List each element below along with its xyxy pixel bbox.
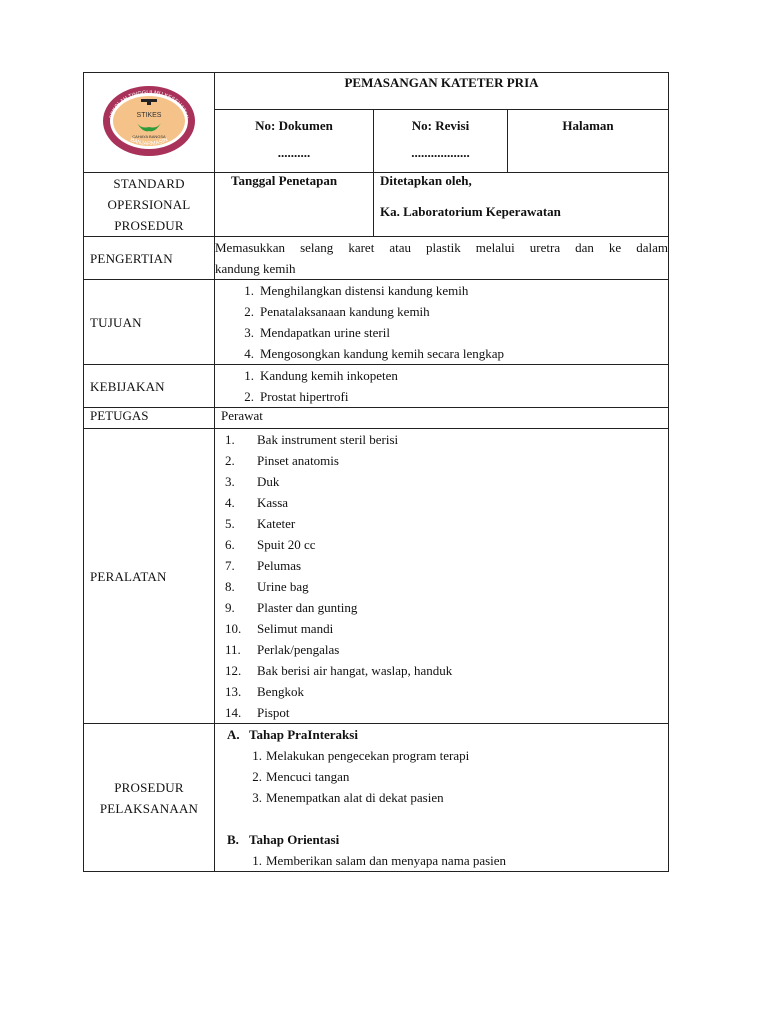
list-item: 2. Mencuci tangan [252,769,350,784]
document-title: PEMASANGAN KATETER PRIA [344,75,539,90]
prosedur-label-line1: PROSEDUR [114,779,184,795]
list-item: 4. Mengosongkan kandung kemih secara lengkap [244,346,505,361]
peralatan-list [215,429,668,723]
prosedur-label-line2: PELAKSANAAN [99,800,199,816]
list-item: 5. Kateter [225,516,296,531]
prosedur-label-cell [84,724,215,872]
doc-number-value: .......... [277,145,311,160]
petugas-label-cell [84,408,215,429]
tujuan-label: TUJUAN [90,314,142,330]
kebijakan-label: KEBIJAKAN [90,378,165,394]
page-label: Halaman [562,118,614,133]
list-item: 2. Pinset anatomis [225,453,339,468]
stage-b-heading: B. Tahap Orientasi [227,832,340,847]
revision-label: No: Revisi [411,118,470,133]
sop-table [83,72,669,872]
date-label: Tanggal Penetapan [231,173,338,188]
sop-label-line2: OPERSIONAL [107,197,191,212]
peralatan-content [215,429,669,724]
list-item: 12. Bak berisi air hangat, waslap, handuk [225,663,453,678]
sop-label-cell [84,173,215,237]
petugas-value: Perawat [215,408,669,429]
kebijakan-content [215,365,669,408]
pengertian-label-cell [84,237,215,280]
logo-city-text: BANJARMASIN [129,136,169,147]
list-item: 8. Urine bag [225,579,309,594]
set-by-label: Ditetapkan oleh, [380,173,472,188]
list-item: 2. Prostat hipertrofi [244,389,349,404]
list-item: 3. Menempatkan alat di dekat pasien [252,790,444,805]
doc-number-cell [215,110,374,173]
logo-cell [84,73,215,173]
list-item: 6. Spuit 20 cc [225,537,316,552]
stage-a-heading: A. Tahap PraInteraksi [227,727,358,742]
sop-document [83,72,668,872]
list-item: 9. Plaster dan gunting [225,600,358,615]
list-item: 1. Memberikan salam dan menyapa nama pasien [252,853,507,868]
stage-a-list [215,745,668,808]
sop-label-line3: PROSEDUR [114,218,184,233]
list-item: 1. Bak instrument steril berisi [225,432,399,447]
tujuan-list [215,280,668,364]
list-item: 3. Duk [225,474,280,489]
logo-ring-text: SEKOLAH TINGGI ILMU KESEHATAN [109,89,189,119]
list-item: 1. Menghilangkan distensi kandung kemih [244,283,469,298]
tujuan-content [215,280,669,365]
kebijakan-label-cell [84,365,215,408]
list-item: 1. Kandung kemih inkopeten [244,368,398,383]
pengertian-content [215,237,669,280]
kebijakan-list [215,365,668,407]
petugas-label: PETUGAS [90,408,149,423]
sop-label-line1: STANDARD [113,176,185,191]
logo-motto: CAHAYA BANGSA [132,133,166,139]
list-item: 3. Mendapatkan urine steril [244,325,390,340]
list-item: 7. Pelumas [225,558,302,573]
prosedur-content [215,724,669,872]
pengertian-line2: kandung kemih [215,261,296,276]
list-item: 2. Penatalaksanaan kandung kemih [244,304,430,319]
doc-number-label: No: Dokumen [255,118,333,133]
date-cell [215,173,374,237]
list-item: 11. Perlak/pengalas [225,642,340,657]
pengertian-line1: Memasukkan selang karet atau plastik melalui uretra dan ke dalam [215,240,669,255]
stage-b-list [215,850,668,871]
revision-cell [374,110,508,173]
set-by-value: Ka. Laboratorium Keperawatan [380,204,561,219]
set-by-cell [374,173,669,237]
list-item: 1. Melakukan pengecekan program terapi [252,748,470,763]
list-item: 14. Pispot [225,705,290,720]
document-title-cell [215,73,669,110]
list-item: 4. Kassa [225,495,289,510]
list-item: 10. Selimut mandi [225,621,334,636]
pengertian-label: PENGERTIAN [90,250,173,266]
revision-value: .................. [411,145,470,160]
stikes-logo [101,83,197,159]
peralatan-label-cell [84,429,215,724]
list-item: 13. Bengkok [225,684,304,699]
tujuan-label-cell [84,280,215,365]
logo-stikes-text: STIKES [136,111,162,119]
page-cell [508,110,669,173]
peralatan-label: PERALATAN [90,568,167,584]
